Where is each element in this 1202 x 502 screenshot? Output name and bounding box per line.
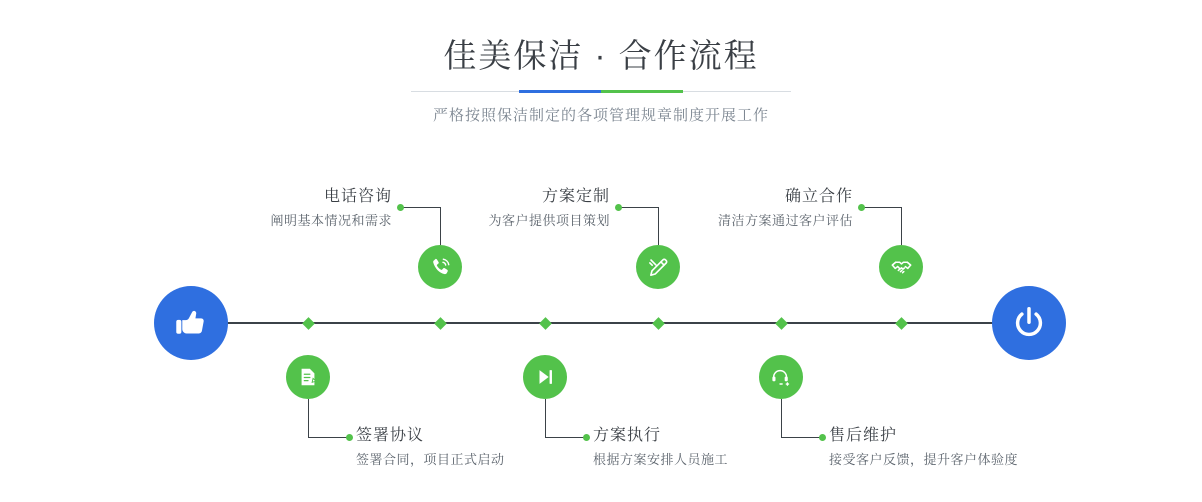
step-node-1[interactable] <box>418 245 462 289</box>
step-connector-vertical-2 <box>308 399 309 437</box>
step-connector-horizontal-1 <box>400 207 441 208</box>
step-connector-vertical-1 <box>440 207 441 245</box>
play-forward-icon <box>534 366 556 388</box>
step-node-4[interactable] <box>523 355 567 399</box>
handshake-icon <box>890 256 913 279</box>
step-connector-horizontal-3 <box>618 207 659 208</box>
step-desc-4: 根据方案安排人员施工 <box>593 452 729 467</box>
step-connector-dot-1 <box>397 204 404 211</box>
timeline-axis <box>160 322 1042 324</box>
title-divider <box>411 90 791 93</box>
step-node-5[interactable] <box>879 245 923 289</box>
timeline-start-badge <box>154 286 228 360</box>
step-connector-dot-5 <box>858 204 865 211</box>
step-connector-horizontal-4 <box>545 437 586 438</box>
power-icon <box>1010 304 1048 342</box>
step-connector-dot-4 <box>583 434 590 441</box>
step-desc-5: 清洁方案通过客户评估 <box>717 213 853 228</box>
step-connector-horizontal-2 <box>308 437 349 438</box>
headset-support-icon <box>770 366 792 388</box>
thumbs-up-icon <box>172 304 210 342</box>
step-connector-vertical-6 <box>781 399 782 437</box>
divider-accent-green <box>601 90 683 93</box>
step-connector-dot-6 <box>819 434 826 441</box>
axis-marker-4 <box>539 317 552 330</box>
divider-accent-blue <box>519 90 601 93</box>
step-desc-6: 接受客户反馈，提升客户体验度 <box>829 452 1019 467</box>
step-label-6 <box>829 425 1018 470</box>
step-label-4 <box>593 425 728 470</box>
timeline <box>0 160 1202 502</box>
step-label-1 <box>270 186 392 231</box>
axis-marker-2 <box>302 317 315 330</box>
page-header <box>0 34 1202 125</box>
step-title-5: 确立合作 <box>784 188 853 205</box>
step-title-2: 签署协议 <box>356 427 425 444</box>
timeline-end-badge <box>992 286 1066 360</box>
step-title-1: 电话咨询 <box>323 188 392 205</box>
page-title: 佳美保洁 · 合作流程 <box>443 37 759 74</box>
step-connector-horizontal-6 <box>781 437 822 438</box>
step-desc-3: 为客户提供项目策划 <box>488 213 610 228</box>
step-connector-vertical-3 <box>658 207 659 245</box>
step-connector-dot-2 <box>346 434 353 441</box>
step-label-2 <box>356 425 505 470</box>
step-label-3 <box>488 186 610 231</box>
axis-marker-1 <box>434 317 447 330</box>
axis-marker-3 <box>652 317 665 330</box>
step-title-3: 方案定制 <box>541 188 610 205</box>
step-title-4: 方案执行 <box>593 427 662 444</box>
page-subtitle: 严格按照保洁制定的各项管理规章制度开展工作 <box>432 107 769 124</box>
axis-marker-5 <box>895 317 908 330</box>
step-node-6[interactable] <box>759 355 803 399</box>
step-desc-2: 签署合同，项目正式启动 <box>356 452 505 467</box>
step-connector-vertical-4 <box>545 399 546 437</box>
step-title-6: 售后维护 <box>829 427 898 444</box>
phone-icon <box>429 256 452 279</box>
axis-marker-6 <box>775 317 788 330</box>
step-connector-vertical-5 <box>901 207 902 245</box>
step-label-5 <box>718 186 853 231</box>
step-connector-horizontal-5 <box>861 207 902 208</box>
pencil-ruler-icon <box>647 256 670 279</box>
document-edit-icon <box>297 366 319 388</box>
step-desc-1: 阐明基本情况和需求 <box>270 213 392 228</box>
step-node-2[interactable] <box>286 355 330 399</box>
step-node-3[interactable] <box>636 245 680 289</box>
step-connector-dot-3 <box>615 204 622 211</box>
